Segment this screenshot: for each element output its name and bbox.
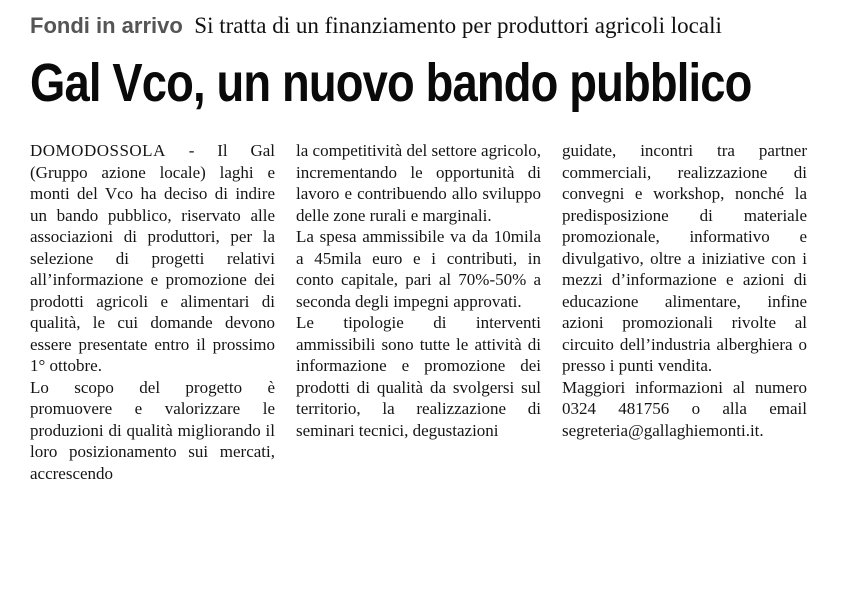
headline: Gal Vco, un nuovo bando pubblico — [30, 53, 752, 113]
article-column-2 — [296, 140, 541, 441]
dateline: DOMODOSSOLA — [30, 141, 166, 160]
article-paragraph: La spesa ammissibile va da 10mila a 45mila euro e i contributi, in conto capitale, pari al 70%-50% a seconda degli impegni approvati. — [296, 227, 541, 311]
kicker-text: Si tratta di un finanziamento per produttori agricoli locali — [194, 13, 722, 38]
article-paragraph: Lo scopo del progetto è promuovere e valorizzare le produzioni di qualità migliorando il loro posizionamento sui mercati, accrescendo — [30, 377, 275, 483]
paragraph-text: - Il Gal (Gruppo azione locale) laghi e monti del Vco ha deciso di indire un bando pubblico, riservato alle associazioni di produttori, per la selezione di progetti relativi all’informazione e promozione dei prodotti agricoli e alimentari di qualità, le cui domande devono essere presentate entro il prossimo 1° ottobre. — [30, 141, 275, 375]
article-column-3 — [562, 140, 807, 441]
article-paragraph: guidate, incontri tra partner commerciali, realizzazione di convegni e workshop, nonché la predisposizione di materiale promozionale, informativo e divulgativo, oltre a iniziative con i mezzi d’informazione e azioni di educazione alimentare, infine azioni promozionali rivolte al circuito dell’industria alberghiera o presso i punti vendita. — [562, 141, 807, 375]
article-paragraph — [30, 140, 275, 377]
article-column-1 — [30, 140, 275, 484]
kicker-label: Fondi in arrivo — [30, 13, 183, 38]
article-paragraph: Maggiori informazioni al numero 0324 481756 o alla email segreteria@gallaghiemonti.it. — [562, 377, 807, 440]
article-paragraph: la competitività del settore agricolo, incrementando le opportunità di lavoro e contribuendo allo sviluppo delle zone rurali e marginali. — [296, 141, 541, 225]
kicker — [30, 12, 722, 40]
article-paragraph: Le tipologie di interventi ammissibili sono tutte le attività di informazione e promozione dei prodotti di qualità da svolgersi sul territorio, la realizzazione di seminari tecnici, degustazioni — [296, 313, 541, 440]
